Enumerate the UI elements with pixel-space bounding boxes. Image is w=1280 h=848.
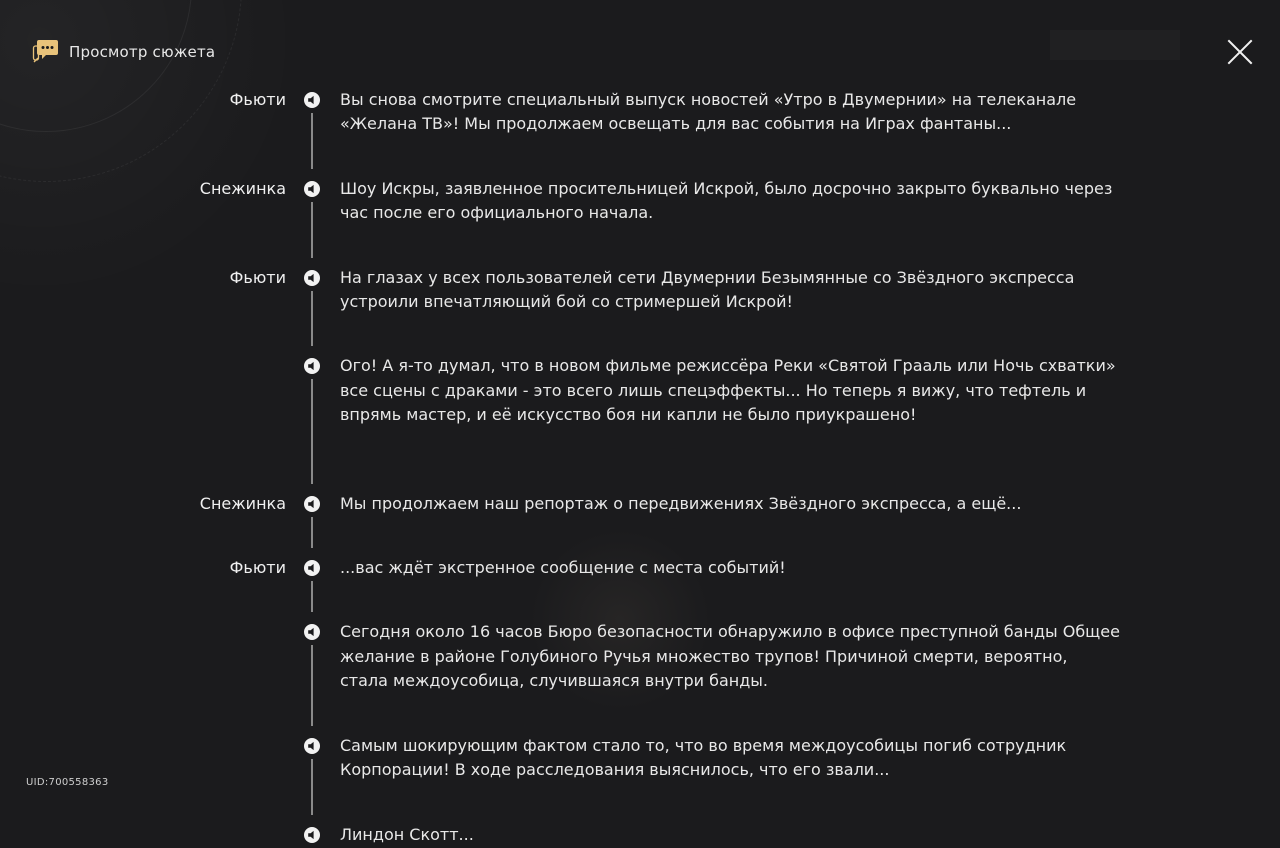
timeline-connector: [311, 645, 313, 725]
dialogue-entry: [0, 734, 1280, 783]
speaker-icon: [303, 495, 321, 513]
timeline-rail: [286, 556, 340, 580]
dialogue-text: Ого! А я-то думал, что в новом фильме режиссёра Реки «Святой Грааль или Ночь схватки» все сцены с драками - это всего лишь спецэффекты... Но теперь я вижу, что тефтель и впрямь мастер, и её искусство боя ни капли не было приукрашено!: [340, 356, 1116, 425]
speaker-icon: [303, 559, 321, 577]
dialogue-log: [0, 88, 1280, 847]
timeline-connector: [311, 379, 313, 483]
timeline-rail: [286, 266, 340, 315]
dialogue-entry: [0, 492, 1280, 516]
speaker-icon: [303, 91, 321, 109]
speaker-icon: [303, 269, 321, 287]
dialogue-entry: [0, 620, 1280, 693]
dialogue-entry: [0, 823, 1280, 847]
speaker-icon: [303, 737, 321, 755]
play-voice-button[interactable]: [303, 91, 321, 109]
speaker-icon: [303, 180, 321, 198]
close-button[interactable]: [1226, 38, 1254, 66]
speaker-icon: [303, 826, 321, 844]
dialogue-text: Шоу Искры, заявленное просительницей Искрой, было досрочно закрыто буквально через час после его официального начала.: [340, 178, 1113, 223]
dialogue-text: Сегодня около 16 часов Бюро безопасности обнаружило в офисе преступной банды Общее желание в районе Голубиного Ручья множество трупов! Причиной смерти, вероятно, стала междоусобица, случившаяся внутри банды.: [340, 622, 1120, 691]
dialogue-text: Мы продолжаем наш репортаж о передвижениях Звёздного экспресса, а ещё...: [340, 493, 1022, 513]
speaker-name: Снежинка: [199, 493, 286, 513]
play-voice-button[interactable]: [303, 826, 321, 844]
timeline-rail: [286, 734, 340, 783]
dialogue-text: Самым шокирующим фактом стало то, что во время междоусобицы погиб сотрудник Корпорации! В ходе расследования выяснилось, что его звали...: [340, 735, 1067, 780]
speaker-name: Снежинка: [199, 178, 286, 198]
timeline-rail: [286, 620, 340, 693]
page-title: Просмотр сюжета: [69, 43, 216, 61]
timeline-rail: [286, 492, 340, 516]
header: [32, 38, 215, 66]
speaker-name: Фьюти: [229, 267, 286, 287]
dialogue-text: ...вас ждёт экстренное сообщение с места событий!: [340, 558, 786, 578]
play-voice-button[interactable]: [303, 737, 321, 755]
speaker-name: Фьюти: [229, 558, 286, 578]
dialogue-entry: [0, 88, 1280, 137]
play-voice-button[interactable]: [303, 180, 321, 198]
decorative-panel: [1050, 30, 1180, 60]
timeline-rail: [286, 354, 340, 427]
timeline-rail: [286, 823, 340, 847]
uid-label: UID:700558363: [26, 777, 109, 788]
play-voice-button[interactable]: [303, 623, 321, 641]
speaker-icon: [303, 623, 321, 641]
timeline-rail: [286, 88, 340, 137]
dialogue-text: Вы снова смотрите специальный выпуск новостей «Утро в Двумернии» на телеканале «Желана ТВ»! Мы продолжаем освещать для вас события на Играх фантаны...: [340, 90, 1077, 134]
close-icon: [1226, 38, 1254, 66]
play-voice-button[interactable]: [303, 495, 321, 513]
timeline-connector: [311, 202, 313, 258]
dialogue-text: Линдон Скотт...: [340, 824, 474, 844]
timeline-connector: [311, 291, 313, 347]
play-voice-button[interactable]: [303, 269, 321, 287]
dialogue-text: На глазах у всех пользователей сети Двумернии Безымянные со Звёздного экспресса устроили впечатляющий бой со стримершей Искрой!: [340, 267, 1075, 312]
dialogue-entry: [0, 177, 1280, 226]
dialogue-entry: [0, 354, 1280, 427]
timeline-rail: [286, 177, 340, 226]
dialogue-entry: [0, 556, 1280, 580]
timeline-connector: [311, 113, 313, 169]
chat-bubble-icon: [32, 38, 60, 66]
play-voice-button[interactable]: [303, 357, 321, 375]
timeline-connector: [311, 759, 313, 815]
dialogue-entry: [0, 266, 1280, 315]
speaker-icon: [303, 357, 321, 375]
play-voice-button[interactable]: [303, 559, 321, 577]
timeline-connector: [311, 581, 313, 612]
timeline-connector: [311, 517, 313, 548]
speaker-name: Фьюти: [229, 90, 286, 109]
